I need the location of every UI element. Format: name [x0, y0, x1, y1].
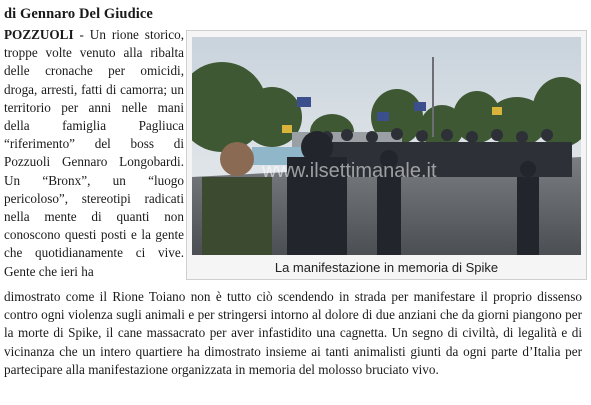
lead-paragraph-text: - Un rione storico, troppe volte venuto alla ribalta delle cronache per omicidi, droga, arresti, fatti di camorra; un territorio per anni nelle mani della famiglia Pagliuca “riferimento” del boss di Pozzuoli Gennaro Longobardi. Un “Bronx”, un “luogo pericoloso”, stereotipi radicati nella mente di quanti non conoscono questi posti e la gente che quotidianamente ci vive. Gente che ieri ha	[4, 27, 184, 279]
photo-watermark: www.ilsettimanale.it	[262, 160, 437, 182]
byline: di Gennaro Del Giudice	[4, 6, 153, 22]
article-lead-column	[4, 26, 184, 281]
photo-caption: La manifestazione in memoria di Spike	[274, 260, 499, 275]
article-body-text: dimostrato come il Rione Toiano non è tutto ciò scendendo in strada per manifestare il proprio dissenso contro ogni violenza sugli animali e per stringersi intorno al dolore di due anziani che da giorni piangono per la morte di Spike, il cane massacrato per aver infastidito una cagnetta. Un segno di civiltà, di legalità e di vicinanza che un intero quartiere ha dimostrato insieme ai tanti animalisti giunti da ogni parte d’Italia per partecipare alla manifestazione organizzata in memoria del molosso bruciato vivo.	[4, 289, 582, 377]
protest-photo	[192, 37, 581, 255]
dateline: POZZUOLI	[4, 27, 74, 42]
photo-figure	[186, 30, 587, 280]
